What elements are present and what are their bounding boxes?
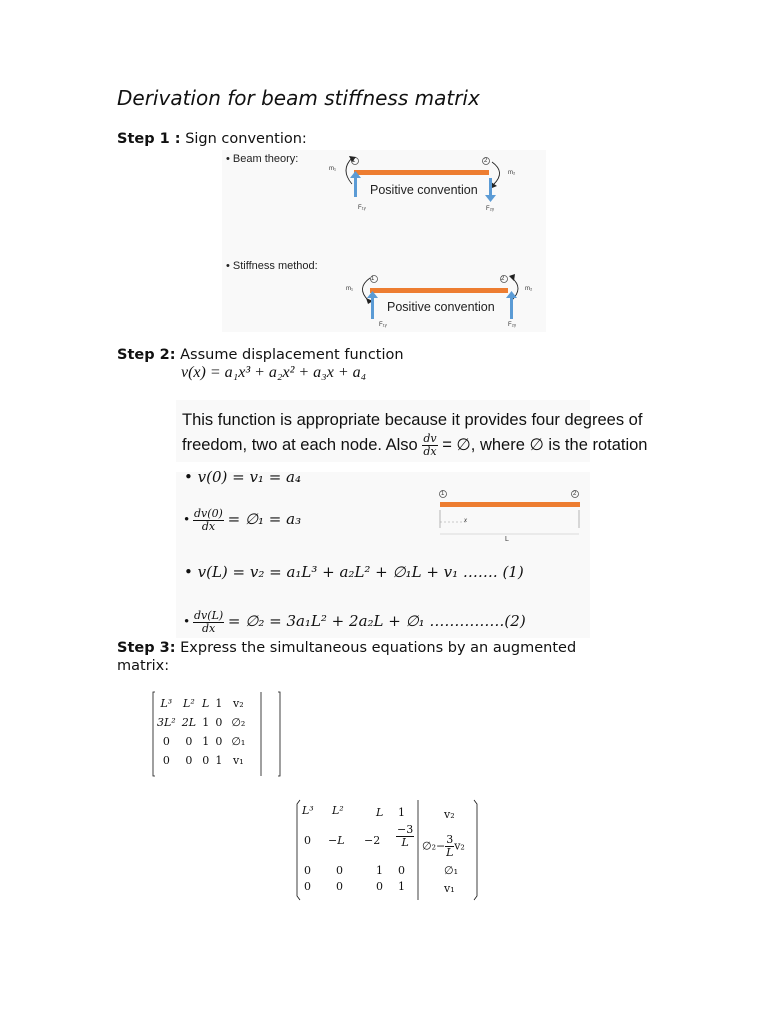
m2-r4c1: 0: [304, 880, 311, 893]
matrix-1-cell: 1: [215, 697, 223, 710]
m2-r3c3: 1: [376, 864, 383, 877]
m2-r2c4-fraction: $\frac{-3}{L}$: [397, 823, 414, 849]
step2-text: Assume displacement function: [180, 347, 404, 363]
matrix-1-cell: 0: [202, 754, 210, 767]
m2-r4c4: 1: [398, 880, 405, 893]
force1-up-arrow: [354, 177, 357, 197]
node2-label-2: 2: [501, 276, 505, 282]
m2-r4c5: v₁: [444, 882, 455, 895]
equation-dvL: • $\frac{dv(L)}{dx}$ = ∅₂ = 3a₁L² + 2a₂L + ∅₁ ……………(2): [184, 609, 526, 635]
step1-text: Sign convention:: [185, 131, 307, 147]
f1-label: F₁ᵧ: [358, 205, 366, 211]
matrix-1-row: [154, 751, 248, 770]
m2-r3c2: 0: [336, 864, 343, 877]
step1-heading: [117, 131, 307, 147]
beam-node2-label: 2: [573, 491, 577, 497]
sign-convention-figure: [222, 150, 546, 332]
matrix-1-cell: 2L: [181, 716, 197, 729]
m2-r1c3: L: [376, 806, 384, 819]
step1-label: Step 1 :: [117, 131, 181, 147]
moment2-arc: [492, 162, 500, 184]
matrix-1-cell: 0: [185, 754, 193, 767]
m2-r3c4: 0: [398, 864, 405, 877]
matrix-1-cell: L³: [160, 697, 173, 710]
matrix-1-cell: 0: [215, 716, 223, 729]
f1-label-2: F₁ᵧ: [379, 322, 387, 328]
positive-convention-label-2: Positive convention: [387, 300, 495, 314]
step3-text-line2: matrix:: [117, 658, 170, 674]
m2-r1c4: 1: [398, 806, 405, 819]
node2-label: 2: [484, 158, 488, 164]
matrix-1-cell: 0: [215, 735, 223, 748]
matrix-1-cell: ∅₁: [231, 735, 246, 748]
equation-dv0: • $\frac{dv(0)}{dx}$ = ∅₁ = a₃: [184, 507, 302, 533]
derivation-figure: [176, 400, 648, 638]
matrix-1-row: [154, 694, 248, 713]
m2-r3c1: 0: [304, 864, 311, 877]
matrix-1-cell: 1: [215, 754, 223, 767]
m2-r1c1: L³: [302, 804, 314, 817]
matrix-1-cell: 1: [202, 716, 210, 729]
force2-down-arrow: [489, 178, 492, 196]
f2-label-2: F₂ᵧ: [508, 322, 516, 328]
beam-length-diagram: [436, 488, 586, 548]
node1-label: 1: [352, 158, 356, 164]
f2-label: F₂ᵧ: [486, 206, 494, 212]
dv-dx-fraction: $\frac{dv}{dx}$: [423, 432, 437, 459]
matrix-1-cell: 0: [162, 735, 170, 748]
page-title: Derivation for beam stiffness matrix: [117, 86, 480, 110]
positive-convention-label-1: Positive convention: [370, 183, 478, 197]
step3-label: Step 3:: [117, 640, 176, 656]
explanation-line-2a: freedom, two at each node. Also: [182, 436, 418, 454]
m2-r2c3: −2: [364, 834, 381, 847]
sign-convention-diagram: [222, 150, 546, 332]
matrix-1-cell: ∅₂: [231, 716, 246, 729]
m2-r2c5: ∅₂− $\frac{3}{L}$ v₂: [422, 833, 465, 859]
equation-vL: • v(L) = v₂ = a₁L³ + a₂L² + ∅₁L + v₁ ……. (1): [184, 563, 524, 581]
matrix-1-cell: 0: [185, 735, 193, 748]
matrix-1-cell: 1: [202, 735, 210, 748]
beam-L-label: L: [505, 536, 509, 543]
matrix-1-row: [154, 713, 248, 732]
m2-label-2: m₂: [525, 286, 533, 292]
m2-label: m₂: [508, 170, 516, 176]
beam-node1-label: 1: [441, 491, 445, 497]
matrix-1-cell: v₂: [233, 697, 244, 710]
matrix-1-row: [154, 732, 248, 751]
beam-bar: [440, 502, 580, 507]
equation-v0: • v(0) = v₁ = a₄: [184, 468, 301, 486]
m1-label-2: m₁: [346, 286, 354, 292]
beam-theory-beam: [354, 170, 489, 175]
node1-label-2: 1: [371, 276, 375, 282]
matrix-1-cell: L²: [183, 697, 195, 710]
stiffness-method-beam: [370, 288, 508, 293]
explanation-line-1: This function is appropriate because it provides four degrees of: [182, 411, 643, 429]
explanation-line-2: [182, 433, 648, 458]
m2-r4c2: 0: [336, 880, 343, 893]
stiffness-method-bullet: • Stiffness method:: [226, 260, 318, 272]
beam-x-label: x: [464, 518, 467, 524]
m2-r2c1: 0: [304, 834, 311, 847]
m2-r3c5: ∅₁: [444, 864, 458, 877]
matrix-1-cell: 0: [162, 754, 170, 767]
m1-label: m₁: [329, 166, 337, 172]
matrix-1-cell: 3L²: [157, 716, 176, 729]
explanation-line-2b: = ∅, where ∅ is the rotation: [442, 436, 648, 454]
matrix-1-cell: v₁: [233, 754, 244, 767]
step2-heading: [117, 347, 404, 363]
m2-r2c2: −L: [328, 834, 345, 847]
step3-text-line1: Express the simultaneous equations by an augmented: [180, 640, 577, 656]
m2-r1c5: v₂: [444, 808, 455, 821]
displacement-function: v(x) = a₁x³ + a₂x² + a₃x + a₄: [181, 364, 367, 381]
m2-r1c2: L²: [332, 804, 344, 817]
matrix-1-table: [154, 694, 248, 770]
step2-label: Step 2:: [117, 347, 176, 363]
step3-heading: [117, 640, 576, 656]
matrix-1-cell: L: [202, 697, 210, 710]
beam-theory-bullet: • Beam theory:: [226, 153, 299, 165]
m2-r4c3: 0: [376, 880, 383, 893]
